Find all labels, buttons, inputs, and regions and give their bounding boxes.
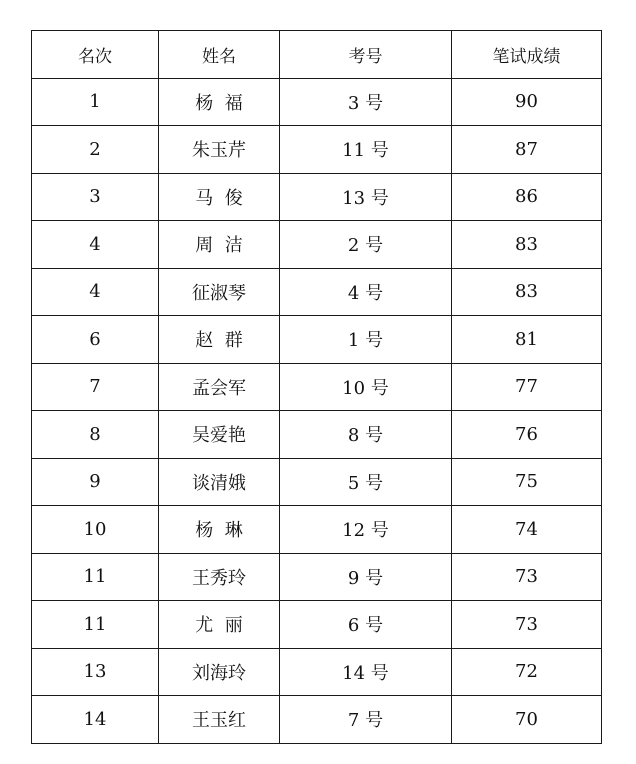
cell-exam-number: 6 号 bbox=[280, 601, 452, 649]
cell-written-score: 75 bbox=[452, 458, 602, 506]
cell-written-score: 81 bbox=[452, 316, 602, 364]
cell-name: 朱玉芹 bbox=[159, 126, 280, 174]
table-row bbox=[32, 173, 602, 221]
cell-rank: 13 bbox=[32, 648, 159, 696]
cell-rank: 3 bbox=[32, 173, 159, 221]
score-table bbox=[31, 30, 602, 744]
cell-name: 马 俊 bbox=[159, 173, 280, 221]
table-row bbox=[32, 696, 602, 744]
cell-rank: 9 bbox=[32, 458, 159, 506]
cell-rank: 8 bbox=[32, 411, 159, 459]
cell-name: 周 洁 bbox=[159, 221, 280, 269]
cell-rank: 4 bbox=[32, 268, 159, 316]
cell-exam-number: 9 号 bbox=[280, 553, 452, 601]
table-row bbox=[32, 126, 602, 174]
cell-written-score: 72 bbox=[452, 648, 602, 696]
cell-rank: 7 bbox=[32, 363, 159, 411]
cell-name: 刘海玲 bbox=[159, 648, 280, 696]
table-row bbox=[32, 316, 602, 364]
table-row bbox=[32, 221, 602, 269]
cell-name: 赵 群 bbox=[159, 316, 280, 364]
cell-written-score: 73 bbox=[452, 601, 602, 649]
cell-exam-number: 12 号 bbox=[280, 506, 452, 554]
cell-written-score: 70 bbox=[452, 696, 602, 744]
cell-name: 杨 琳 bbox=[159, 506, 280, 554]
header-row bbox=[32, 31, 602, 79]
table-row bbox=[32, 648, 602, 696]
table-row bbox=[32, 601, 602, 649]
cell-written-score: 77 bbox=[452, 363, 602, 411]
cell-exam-number: 2 号 bbox=[280, 221, 452, 269]
header-rank: 名次 bbox=[32, 31, 159, 79]
cell-written-score: 90 bbox=[452, 78, 602, 126]
cell-written-score: 73 bbox=[452, 553, 602, 601]
table-row bbox=[32, 458, 602, 506]
cell-name: 征淑琴 bbox=[159, 268, 280, 316]
header-exam-number: 考号 bbox=[280, 31, 452, 79]
cell-rank: 1 bbox=[32, 78, 159, 126]
table-row bbox=[32, 553, 602, 601]
cell-written-score: 76 bbox=[452, 411, 602, 459]
cell-written-score: 74 bbox=[452, 506, 602, 554]
cell-exam-number: 10 号 bbox=[280, 363, 452, 411]
table-body bbox=[32, 78, 602, 743]
cell-exam-number: 11 号 bbox=[280, 126, 452, 174]
cell-written-score: 83 bbox=[452, 268, 602, 316]
cell-exam-number: 8 号 bbox=[280, 411, 452, 459]
cell-exam-number: 14 号 bbox=[280, 648, 452, 696]
table-row bbox=[32, 78, 602, 126]
table-row bbox=[32, 363, 602, 411]
cell-exam-number: 7 号 bbox=[280, 696, 452, 744]
cell-name: 杨 福 bbox=[159, 78, 280, 126]
table-row bbox=[32, 411, 602, 459]
cell-exam-number: 5 号 bbox=[280, 458, 452, 506]
cell-name: 王玉红 bbox=[159, 696, 280, 744]
cell-name: 孟会军 bbox=[159, 363, 280, 411]
cell-exam-number: 4 号 bbox=[280, 268, 452, 316]
cell-written-score: 83 bbox=[452, 221, 602, 269]
header-name: 姓名 bbox=[159, 31, 280, 79]
cell-written-score: 87 bbox=[452, 126, 602, 174]
cell-rank: 4 bbox=[32, 221, 159, 269]
cell-rank: 11 bbox=[32, 601, 159, 649]
cell-exam-number: 13 号 bbox=[280, 173, 452, 221]
cell-exam-number: 1 号 bbox=[280, 316, 452, 364]
cell-rank: 6 bbox=[32, 316, 159, 364]
cell-name: 王秀玲 bbox=[159, 553, 280, 601]
cell-rank: 10 bbox=[32, 506, 159, 554]
cell-rank: 14 bbox=[32, 696, 159, 744]
cell-exam-number: 3 号 bbox=[280, 78, 452, 126]
cell-name: 吴爱艳 bbox=[159, 411, 280, 459]
table-row bbox=[32, 268, 602, 316]
table-row bbox=[32, 506, 602, 554]
header-written-score: 笔试成绩 bbox=[452, 31, 602, 79]
cell-rank: 2 bbox=[32, 126, 159, 174]
cell-name: 尤 丽 bbox=[159, 601, 280, 649]
cell-written-score: 86 bbox=[452, 173, 602, 221]
cell-rank: 11 bbox=[32, 553, 159, 601]
cell-name: 谈清娥 bbox=[159, 458, 280, 506]
